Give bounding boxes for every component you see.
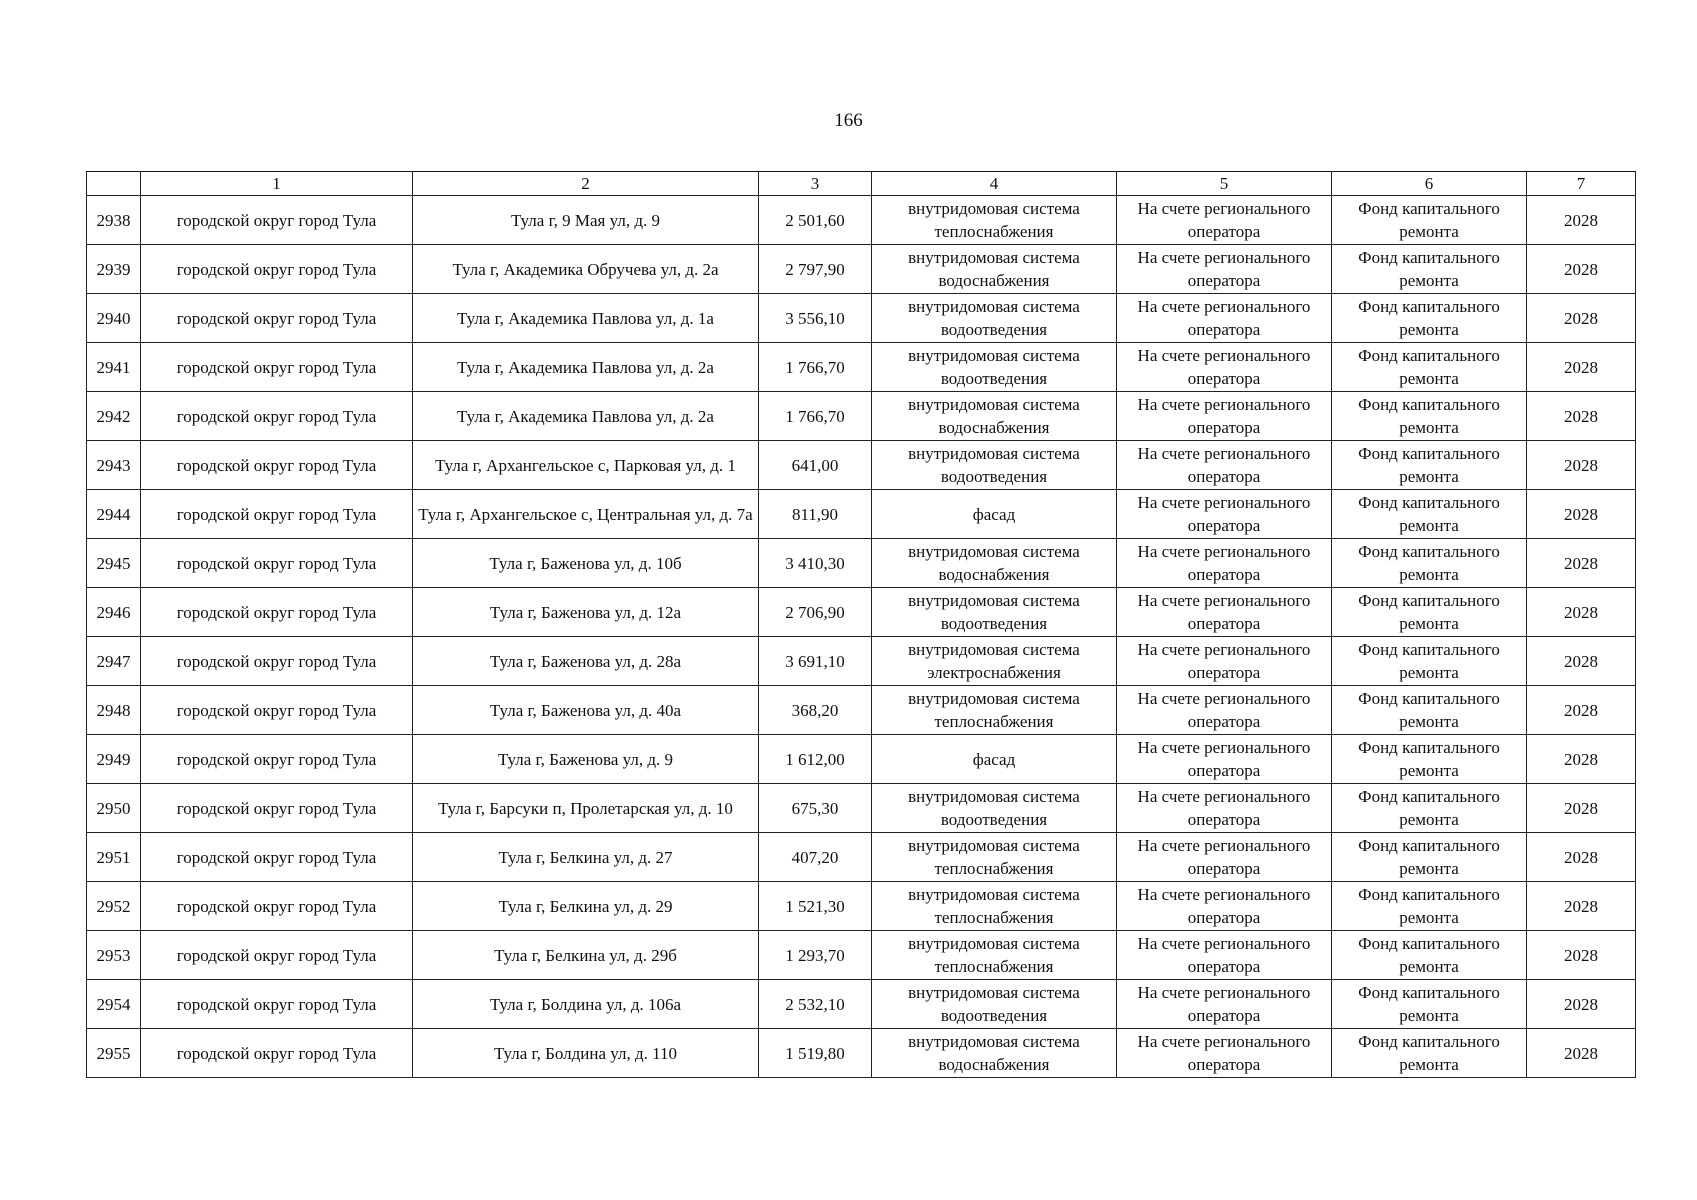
cell-funding-source: Фонд капитального ремонта — [1332, 882, 1527, 931]
cell-address: Тула г, Баженова ул, д. 40а — [413, 686, 759, 735]
cell-year: 2028 — [1527, 1029, 1636, 1078]
cell-row-number: 2952 — [87, 882, 141, 931]
table-row — [87, 343, 1636, 392]
cell-fund-method: На счете регионального оператора — [1117, 196, 1332, 245]
cell-work-type: внутридомовая система теплоснабжения — [872, 931, 1117, 980]
cell-row-number: 2940 — [87, 294, 141, 343]
cell-municipality: городской округ город Тула — [141, 196, 413, 245]
cell-year: 2028 — [1527, 833, 1636, 882]
table-row — [87, 980, 1636, 1029]
cell-funding-source: Фонд капитального ремонта — [1332, 735, 1527, 784]
cell-address: Тула г, Архангельское с, Центральная ул, д. 7а — [413, 490, 759, 539]
cell-work-type: внутридомовая система водоотведения — [872, 294, 1117, 343]
table-row — [87, 490, 1636, 539]
cell-municipality: городской округ город Тула — [141, 343, 413, 392]
cell-work-type: внутридомовая система теплоснабжения — [872, 882, 1117, 931]
cell-address: Тула г, Белкина ул, д. 27 — [413, 833, 759, 882]
cell-work-type: внутридомовая система теплоснабжения — [872, 686, 1117, 735]
table-row — [87, 392, 1636, 441]
cell-funding-source: Фонд капитального ремонта — [1332, 784, 1527, 833]
cell-work-type: внутридомовая система электроснабжения — [872, 637, 1117, 686]
cell-fund-method: На счете регионального оператора — [1117, 490, 1332, 539]
cell-address: Тула г, Академика Павлова ул, д. 2а — [413, 343, 759, 392]
cell-work-type: внутридомовая система водоотведения — [872, 980, 1117, 1029]
cell-work-type: внутридомовая система водоотведения — [872, 441, 1117, 490]
cell-row-number: 2953 — [87, 931, 141, 980]
cell-funding-source: Фонд капитального ремонта — [1332, 245, 1527, 294]
cell-work-type: фасад — [872, 735, 1117, 784]
table-row — [87, 588, 1636, 637]
cell-row-number: 2954 — [87, 980, 141, 1029]
cell-address: Тула г, Академика Павлова ул, д. 1а — [413, 294, 759, 343]
cell-funding-source: Фонд капитального ремонта — [1332, 196, 1527, 245]
cell-address: Тула г, Баженова ул, д. 12а — [413, 588, 759, 637]
cell-funding-source: Фонд капитального ремонта — [1332, 343, 1527, 392]
cell-area: 1 521,30 — [759, 882, 872, 931]
header-cell-3: 3 — [759, 172, 872, 196]
table-row — [87, 441, 1636, 490]
cell-municipality: городской округ город Тула — [141, 588, 413, 637]
cell-year: 2028 — [1527, 196, 1636, 245]
cell-work-type: внутридомовая система водоотведения — [872, 343, 1117, 392]
cell-address: Тула г, Болдина ул, д. 110 — [413, 1029, 759, 1078]
table-row — [87, 539, 1636, 588]
cell-municipality: городской округ город Тула — [141, 833, 413, 882]
cell-work-type: внутридомовая система водоотведения — [872, 588, 1117, 637]
cell-area: 2 706,90 — [759, 588, 872, 637]
cell-municipality: городской округ город Тула — [141, 931, 413, 980]
table-row — [87, 735, 1636, 784]
cell-work-type: внутридомовая система теплоснабжения — [872, 833, 1117, 882]
cell-fund-method: На счете регионального оператора — [1117, 882, 1332, 931]
cell-address: Тула г, Баженова ул, д. 9 — [413, 735, 759, 784]
cell-work-type: внутридомовая система водоснабжения — [872, 392, 1117, 441]
cell-area: 1 612,00 — [759, 735, 872, 784]
cell-municipality: городской округ город Тула — [141, 735, 413, 784]
cell-row-number: 2955 — [87, 1029, 141, 1078]
cell-address: Тула г, Белкина ул, д. 29б — [413, 931, 759, 980]
header-cell-4: 4 — [872, 172, 1117, 196]
cell-funding-source: Фонд капитального ремонта — [1332, 539, 1527, 588]
cell-year: 2028 — [1527, 490, 1636, 539]
cell-address: Тула г, Архангельское с, Парковая ул, д. 1 — [413, 441, 759, 490]
cell-municipality: городской округ город Тула — [141, 686, 413, 735]
cell-municipality: городской округ город Тула — [141, 490, 413, 539]
cell-funding-source: Фонд капитального ремонта — [1332, 833, 1527, 882]
cell-year: 2028 — [1527, 294, 1636, 343]
cell-area: 2 797,90 — [759, 245, 872, 294]
cell-work-type: внутридомовая система водоотведения — [872, 784, 1117, 833]
header-cell-2: 2 — [413, 172, 759, 196]
cell-work-type: внутридомовая система теплоснабжения — [872, 196, 1117, 245]
cell-fund-method: На счете регионального оператора — [1117, 931, 1332, 980]
cell-fund-method: На счете регионального оператора — [1117, 539, 1332, 588]
header-cell-7: 7 — [1527, 172, 1636, 196]
cell-municipality: городской округ город Тула — [141, 441, 413, 490]
cell-fund-method: На счете регионального оператора — [1117, 980, 1332, 1029]
cell-row-number: 2946 — [87, 588, 141, 637]
cell-area: 675,30 — [759, 784, 872, 833]
table-row — [87, 1029, 1636, 1078]
cell-fund-method: На счете регионального оператора — [1117, 833, 1332, 882]
cell-address: Тула г, 9 Мая ул, д. 9 — [413, 196, 759, 245]
cell-row-number: 2942 — [87, 392, 141, 441]
cell-row-number: 2938 — [87, 196, 141, 245]
table-row — [87, 784, 1636, 833]
cell-year: 2028 — [1527, 245, 1636, 294]
cell-area: 1 519,80 — [759, 1029, 872, 1078]
header-cell-5: 5 — [1117, 172, 1332, 196]
cell-address: Тула г, Барсуки п, Пролетарская ул, д. 10 — [413, 784, 759, 833]
cell-fund-method: На счете регионального оператора — [1117, 392, 1332, 441]
cell-work-type: фасад — [872, 490, 1117, 539]
cell-area: 811,90 — [759, 490, 872, 539]
cell-fund-method: На счете регионального оператора — [1117, 637, 1332, 686]
cell-row-number: 2947 — [87, 637, 141, 686]
cell-year: 2028 — [1527, 343, 1636, 392]
cell-work-type: внутридомовая система водоснабжения — [872, 539, 1117, 588]
cell-funding-source: Фонд капитального ремонта — [1332, 686, 1527, 735]
header-cell-row-number — [87, 172, 141, 196]
table-row — [87, 686, 1636, 735]
cell-municipality: городской округ город Тула — [141, 392, 413, 441]
cell-municipality: городской округ город Тула — [141, 980, 413, 1029]
cell-address: Тула г, Баженова ул, д. 28а — [413, 637, 759, 686]
table-row — [87, 833, 1636, 882]
cell-fund-method: На счете регионального оператора — [1117, 784, 1332, 833]
cell-fund-method: На счете регионального оператора — [1117, 294, 1332, 343]
table-body — [87, 196, 1636, 1078]
cell-year: 2028 — [1527, 686, 1636, 735]
cell-year: 2028 — [1527, 980, 1636, 1029]
cell-funding-source: Фонд капитального ремонта — [1332, 588, 1527, 637]
cell-row-number: 2941 — [87, 343, 141, 392]
cell-year: 2028 — [1527, 735, 1636, 784]
cell-funding-source: Фонд капитального ремонта — [1332, 1029, 1527, 1078]
cell-address: Тула г, Академика Обручева ул, д. 2а — [413, 245, 759, 294]
cell-year: 2028 — [1527, 539, 1636, 588]
cell-funding-source: Фонд капитального ремонта — [1332, 441, 1527, 490]
cell-row-number: 2943 — [87, 441, 141, 490]
cell-funding-source: Фонд капитального ремонта — [1332, 294, 1527, 343]
cell-area: 368,20 — [759, 686, 872, 735]
cell-fund-method: На счете регионального оператора — [1117, 245, 1332, 294]
cell-row-number: 2948 — [87, 686, 141, 735]
cell-municipality: городской округ город Тула — [141, 245, 413, 294]
header-cell-1: 1 — [141, 172, 413, 196]
cell-area: 1 766,70 — [759, 343, 872, 392]
table-row — [87, 294, 1636, 343]
table-row — [87, 882, 1636, 931]
cell-row-number: 2939 — [87, 245, 141, 294]
cell-area: 3 556,10 — [759, 294, 872, 343]
cell-funding-source: Фонд капитального ремонта — [1332, 931, 1527, 980]
cell-area: 2 501,60 — [759, 196, 872, 245]
cell-year: 2028 — [1527, 441, 1636, 490]
cell-area: 1 766,70 — [759, 392, 872, 441]
table-row — [87, 931, 1636, 980]
cell-year: 2028 — [1527, 392, 1636, 441]
cell-row-number: 2950 — [87, 784, 141, 833]
cell-area: 3 410,30 — [759, 539, 872, 588]
cell-year: 2028 — [1527, 931, 1636, 980]
cell-fund-method: На счете регионального оператора — [1117, 343, 1332, 392]
cell-fund-method: На счете регионального оператора — [1117, 441, 1332, 490]
cell-municipality: городской округ город Тула — [141, 294, 413, 343]
cell-address: Тула г, Болдина ул, д. 106а — [413, 980, 759, 1029]
table-row — [87, 637, 1636, 686]
cell-year: 2028 — [1527, 637, 1636, 686]
cell-row-number: 2949 — [87, 735, 141, 784]
cell-row-number: 2944 — [87, 490, 141, 539]
cell-year: 2028 — [1527, 784, 1636, 833]
cell-area: 641,00 — [759, 441, 872, 490]
cell-area: 1 293,70 — [759, 931, 872, 980]
cell-funding-source: Фонд капитального ремонта — [1332, 392, 1527, 441]
cell-municipality: городской округ город Тула — [141, 539, 413, 588]
cell-funding-source: Фонд капитального ремонта — [1332, 490, 1527, 539]
cell-address: Тула г, Баженова ул, д. 10б — [413, 539, 759, 588]
cell-fund-method: На счете регионального оператора — [1117, 588, 1332, 637]
cell-fund-method: На счете регионального оператора — [1117, 1029, 1332, 1078]
cell-funding-source: Фонд капитального ремонта — [1332, 980, 1527, 1029]
table-header — [87, 172, 1636, 196]
cell-area: 3 691,10 — [759, 637, 872, 686]
cell-fund-method: На счете регионального оператора — [1117, 735, 1332, 784]
table-row — [87, 245, 1636, 294]
cell-fund-method: На счете регионального оператора — [1117, 686, 1332, 735]
cell-row-number: 2945 — [87, 539, 141, 588]
cell-row-number: 2951 — [87, 833, 141, 882]
cell-address: Тула г, Академика Павлова ул, д. 2а — [413, 392, 759, 441]
cell-work-type: внутридомовая система водоснабжения — [872, 245, 1117, 294]
cell-municipality: городской округ город Тула — [141, 1029, 413, 1078]
cell-municipality: городской округ город Тула — [141, 637, 413, 686]
cell-funding-source: Фонд капитального ремонта — [1332, 637, 1527, 686]
cell-year: 2028 — [1527, 588, 1636, 637]
cell-municipality: городской округ город Тула — [141, 882, 413, 931]
cell-address: Тула г, Белкина ул, д. 29 — [413, 882, 759, 931]
table-row — [87, 196, 1636, 245]
cell-municipality: городской округ город Тула — [141, 784, 413, 833]
page-number: 166 — [834, 110, 863, 131]
cell-area: 407,20 — [759, 833, 872, 882]
cell-work-type: внутридомовая система водоснабжения — [872, 1029, 1117, 1078]
registry-table — [86, 171, 1636, 1078]
header-cell-6: 6 — [1332, 172, 1527, 196]
header-row — [87, 172, 1636, 196]
cell-year: 2028 — [1527, 882, 1636, 931]
cell-area: 2 532,10 — [759, 980, 872, 1029]
